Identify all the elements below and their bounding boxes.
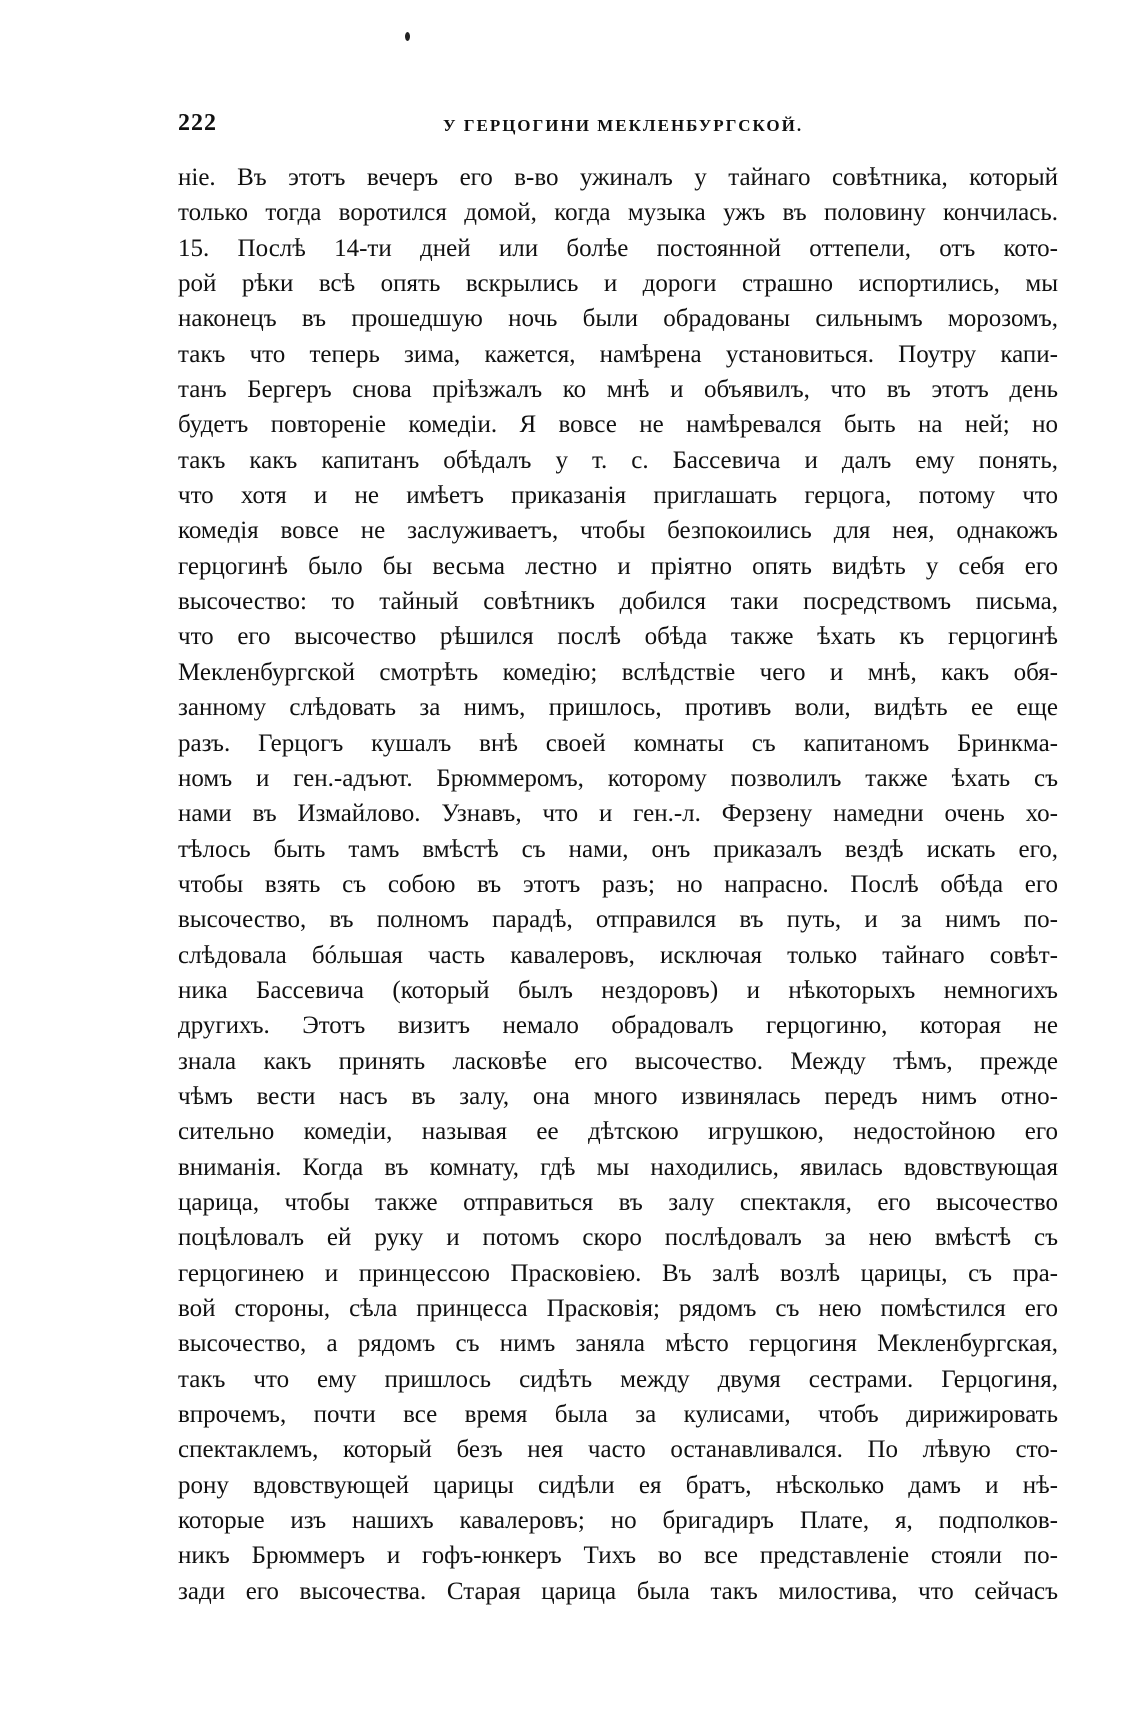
text-line: высочество, а рядомъ съ нимъ заняла мѣсто герцогиня Мекленбургская,: [178, 1330, 1058, 1358]
text-line: впрочемъ, почти все время была за кулисами, чтобъ дирижировать: [178, 1401, 1058, 1429]
text-line: только тогда воротился домой, когда музыка ужъ въ половину кончилась.: [178, 199, 1058, 227]
text-line: Мекленбургской смотрѣть комедію; вслѣдствіе чего и мнѣ, какъ обя-: [178, 658, 1058, 686]
text-line: наконецъ въ прошедшую ночь были обрадованы сильнымъ морозомъ,: [178, 305, 1058, 333]
text-line: вой стороны, сѣла принцесса Прасковія; рядомъ съ нею помѣстился его: [178, 1295, 1058, 1322]
text-line: поцѣловалъ ей руку и потомъ скоро послѣдовалъ за нею вмѣстѣ съ: [178, 1224, 1058, 1252]
text-line: рону вдовствующей царицы сидѣли ея братъ, нѣсколько дамъ и нѣ-: [178, 1471, 1058, 1499]
text-line: сительно комедіи, называя ее дѣтскою игрушкою, недостойною его: [178, 1118, 1058, 1146]
text-line: что хотя и не имѣетъ приказанія приглашать герцога, потому что: [178, 482, 1058, 510]
text-line: царица, чтобы также отправиться въ залу спектакля, его высочество: [178, 1188, 1058, 1216]
text-line: тѣлось быть тамъ вмѣстѣ съ нами, онъ приказалъ вездѣ искать его,: [178, 835, 1058, 863]
text-line: чтобы взять съ собою въ этотъ разъ; но напрасно. Послѣ обѣда его: [178, 870, 1058, 898]
text-line: номъ и ген.-адъют. Брюммеромъ, которому позволилъ также ѣхать съ: [178, 764, 1058, 792]
text-line: герцогинею и принцессою Прасковіею. Въ залѣ возлѣ царицы, съ пра-: [178, 1259, 1058, 1287]
text-line: зади его высочества. Старая царица была такъ милостива, что сейчасъ: [178, 1577, 1058, 1605]
text-line: комедія вовсе не заслуживаетъ, чтобы безпокоились для нея, однакожъ: [178, 517, 1058, 545]
text-line: нами въ Измайлово. Узнавъ, что и ген.-л. Ферзену намедни очень хо-: [178, 800, 1058, 828]
text-line: спектаклемъ, который безъ нея часто останавливался. По лѣвую сто-: [178, 1436, 1058, 1464]
text-line: которые изъ нашихъ кавалеровъ; но бригадиръ Платe, я, подполков-: [178, 1507, 1058, 1535]
text-line: вниманія. Когда въ комнату, гдѣ мы находились, явилась вдовствующая: [178, 1153, 1058, 1181]
text-line: что его высочество рѣшился послѣ обѣда также ѣхать къ герцогинѣ: [178, 623, 1058, 651]
text-line: 15. Послѣ 14-ти дней или болѣе постоянной оттепели, отъ кото-: [178, 234, 1058, 262]
text-line: слѣдовала бóльшая часть кавалеровъ, исключая только тайнаго совѣт-: [178, 941, 1058, 969]
text-line: герцогинѣ было бы весьма лестно и пріятно опять видѣть у себя его: [178, 552, 1058, 580]
text-line: никъ Брюммеръ и гофъ-юнкеръ Тихъ во все представленіе стояли по-: [178, 1542, 1058, 1570]
text-line: танъ Бергеръ снова пріѣзжалъ ко мнѣ и объявилъ, что въ этотъ день: [178, 376, 1058, 404]
text-line: ніе. Въ этотъ вечеръ его в-во ужиналъ у тайнаго совѣтника, который: [178, 164, 1058, 191]
text-line: высочество: то тайный совѣтникъ добился таки посредствомъ письма,: [178, 588, 1058, 616]
text-line: такъ что ему пришлось сидѣть между двумя сестрами. Герцогиня,: [178, 1365, 1058, 1393]
page-number: 222: [178, 110, 217, 136]
text-line: разъ. Герцогъ кушалъ внѣ своей комнаты съ капитаномъ Бринкма-: [178, 729, 1058, 757]
text-line: будетъ повтореніе комедіи. Я вовсе не намѣревался быть на ней; но: [178, 411, 1058, 439]
text-line: такъ какъ капитанъ обѣдалъ у т. с. Бассевича и далъ ему понять,: [178, 446, 1058, 474]
text-line: чѣмъ вести насъ въ залу, она много извинялась передъ нимъ отно-: [178, 1082, 1058, 1110]
page-header: [178, 110, 1078, 144]
body-text: [178, 160, 1058, 1609]
text-line: знала какъ принять ласковѣе его высочество. Между тѣмъ, прежде: [178, 1047, 1058, 1075]
ink-speck: [405, 32, 410, 41]
text-line: высочество, въ полномъ парадѣ, отправился въ путь, и за нимъ по-: [178, 906, 1058, 934]
text-line: такъ что теперь зима, кажется, намѣрена установиться. Поутру капи-: [178, 340, 1058, 368]
text-line: рой рѣки всѣ опять вскрылись и дороги страшно испортились, мы: [178, 270, 1058, 298]
text-line: ника Бассевича (который былъ нездоровъ) и нѣкоторыхъ немногихъ: [178, 976, 1058, 1004]
text-line: занному слѣдовать за нимъ, пришлось, противъ воли, видѣть ее еще: [178, 694, 1058, 722]
text-line: другихъ. Этотъ визитъ немало обрадовалъ герцогиню, которая не: [178, 1012, 1058, 1040]
running-head: У ГЕРЦОГИНИ МЕКЛЕНБУРГСКОЙ.: [443, 116, 804, 135]
